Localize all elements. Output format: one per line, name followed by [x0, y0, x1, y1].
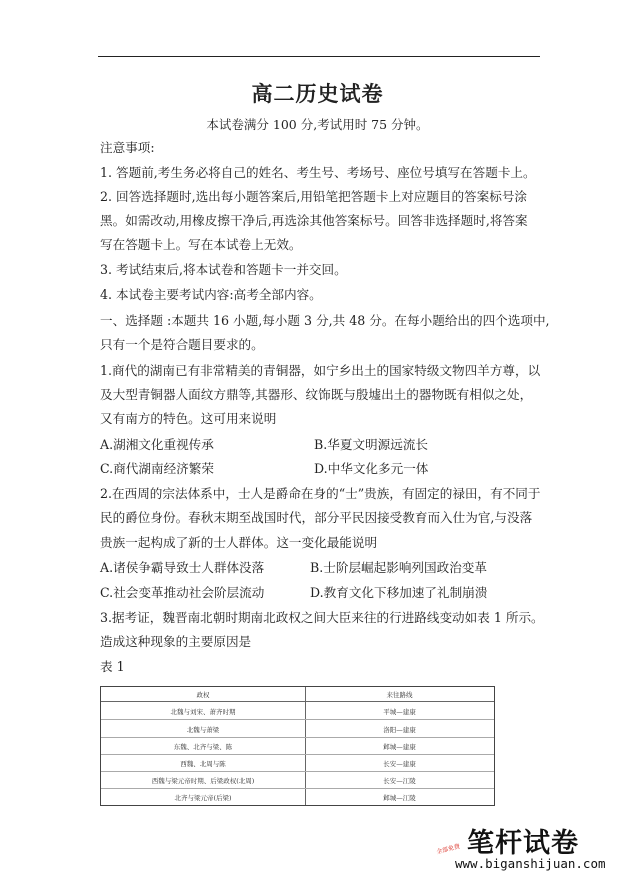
- notice-line: 3. 考试结束后,将本试卷和答题卡一并交回。: [100, 262, 347, 277]
- table-cell: 北魏与刘宋、萧齐时期: [170, 708, 236, 716]
- notice-heading: 注意事项:: [100, 140, 155, 155]
- section-heading: 只有一个是符合题目要求的。: [100, 337, 264, 352]
- question-1-option-c: C.商代湖南经济繁荣: [100, 461, 214, 476]
- route-table: [100, 686, 495, 806]
- table-cell: 洛阳—建康: [383, 726, 416, 734]
- notice-line: 2. 回答选择题时,选出每小题答案后,用铅笔把答题卡上对应题目的答案标号涂: [100, 189, 528, 204]
- notice-line: 4. 本试卷主要考试内容:高考全部内容。: [100, 287, 322, 302]
- table-row-rule: [101, 737, 494, 738]
- notice-line: 1. 答题前,考生务必将自己的姓名、考生号、考场号、座位号填写在答题卡上。: [100, 165, 536, 180]
- table-cell: 西魏与梁元帝时期、后梁政权(北周): [151, 777, 255, 785]
- question-1-text: 1.商代的湖南已有非常精美的青铜器，如宁乡出土的国家特级文物四羊方尊，以: [100, 363, 541, 378]
- question-3-text: 造成这种现象的主要原因是: [100, 634, 252, 649]
- table-cell: 长安—江陵: [383, 777, 416, 785]
- table-header-cell: 政权: [196, 691, 210, 699]
- table-cell: 长安—建康: [383, 760, 416, 768]
- watermark-url[interactable]: www.biganshijuan.com: [455, 856, 606, 871]
- table-cell: 北魏与萧梁: [186, 726, 220, 734]
- question-2-option-b: B.士阶层崛起影响列国政治变革: [310, 560, 487, 575]
- question-1-option-b: B.华夏文明源远流长: [314, 437, 429, 452]
- table-cell: 西魏、北周与陈: [180, 760, 226, 768]
- question-2-text: 2.在西周的宗法体系中，士人是爵命在身的“士”贵族，有固定的禄田，有不同于: [100, 486, 541, 501]
- question-2-option-c: C.社会变革推动社会阶层流动: [100, 585, 265, 600]
- exam-subtitle: 本试卷满分 100 分,考试用时 75 分钟。: [206, 117, 429, 132]
- watermark-badge: 全部免费: [435, 842, 461, 856]
- table-row-rule: [101, 788, 494, 789]
- table-cell: 北齐与梁元帝(后梁): [174, 794, 232, 802]
- table-header-rule: [101, 701, 494, 702]
- question-2-option-a: A.诸侯争霸导致士人群体没落: [100, 560, 265, 575]
- notice-line: 黑。如需改动,用橡皮擦干净后,再选涂其他答案标号。回答非选择题时,将答案: [100, 213, 528, 228]
- question-1-option-d: D.中华文化多元一体: [314, 461, 429, 476]
- section-heading: 一、选择题 :本题共 16 小题,每小题 3 分,共 48 分。在每小题给出的四个选项中,: [100, 313, 550, 328]
- watermark-logo: 笔杆试卷: [467, 828, 579, 859]
- question-1-text: 又有南方的特色。这可用来说明: [100, 411, 277, 426]
- question-2-text: 民的爵位身份。春秋末期至战国时代，部分平民因接受教育而入仕为官,与没落: [100, 510, 533, 525]
- table-cell: 东魏、北齐与梁、陈: [173, 743, 233, 751]
- page-title: 高二历史试卷: [251, 82, 384, 106]
- question-2-option-d: D.教育文化下移加速了礼制崩溃: [310, 585, 488, 600]
- table-label: 表 1: [100, 659, 125, 674]
- question-3-text: 3.据考证，魏晋南北朝时期南北政权之间大臣来往的行进路线变动如表 1 所示。: [100, 610, 544, 625]
- table-row-rule: [101, 771, 494, 772]
- table-row-rule: [101, 754, 494, 755]
- table-cell: 邺城—江陵: [383, 794, 416, 802]
- table-cell: 平城—建康: [383, 708, 416, 716]
- table-header-cell: 来往路线: [386, 691, 413, 699]
- question-1-text: 及大型青铜器人面纹方鼎等,其器形、纹饰既与殷墟出土的器物既有相似之处，: [100, 387, 533, 402]
- question-2-text: 贵族一起构成了新的士人群体。这一变化最能说明: [100, 535, 378, 550]
- top-rule: [98, 56, 540, 57]
- table-row-rule: [101, 719, 494, 720]
- question-1-option-a: A.湖湘文化重视传承: [100, 437, 214, 452]
- notice-line: 写在答题卡上。写在本试卷上无效。: [100, 237, 302, 252]
- table-cell: 邺城—建康: [383, 743, 416, 751]
